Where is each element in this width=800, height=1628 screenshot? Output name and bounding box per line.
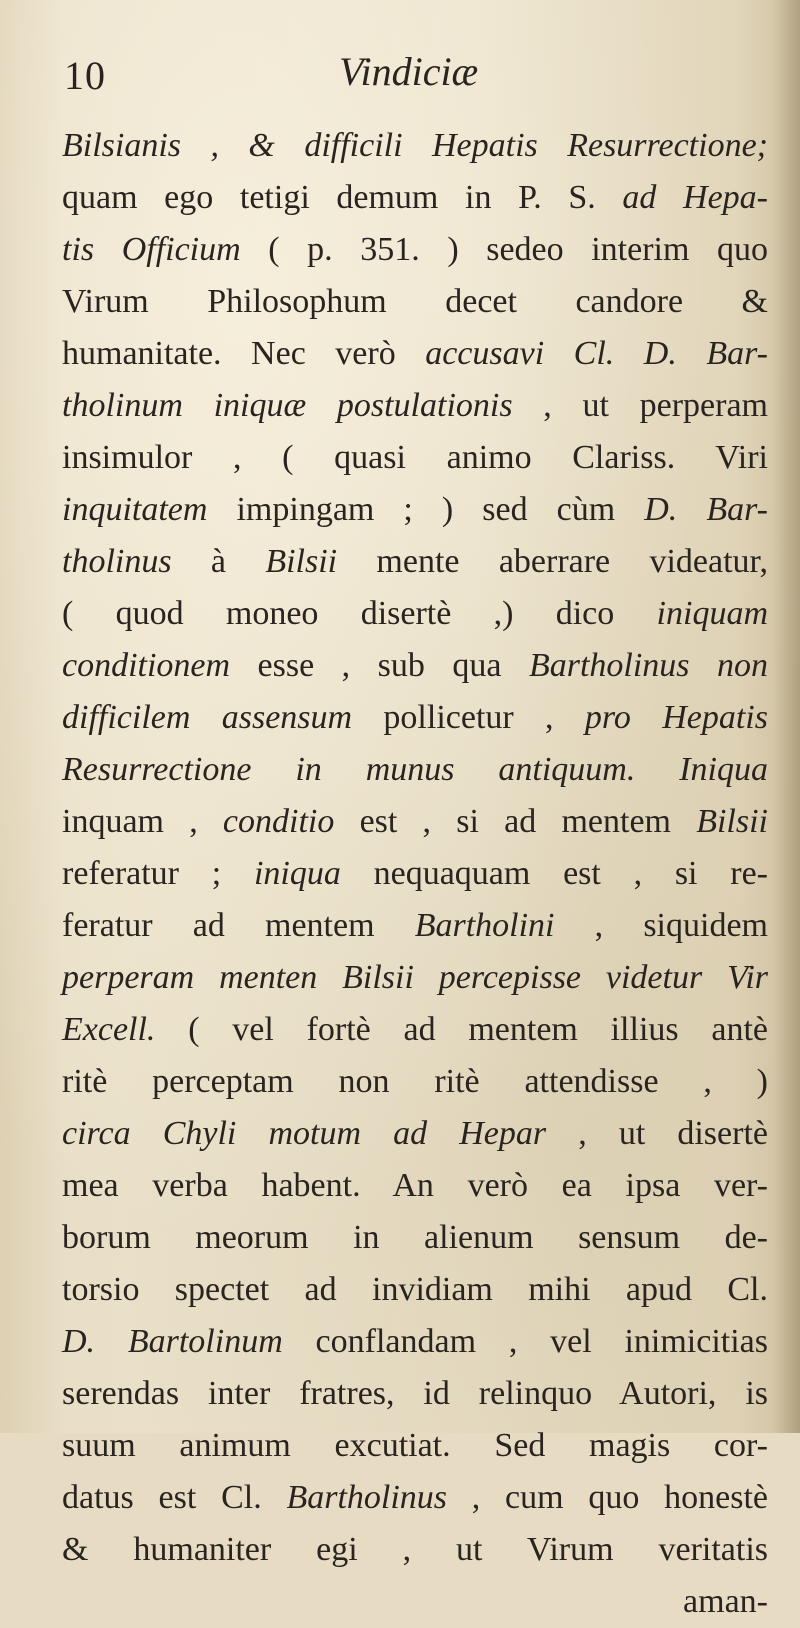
text-segment: Bartholinus non [528,647,769,684]
text-segment: Virum Philosophum decet candore & [62,283,768,320]
text-segment: iniquam [656,595,768,632]
text-line [62,796,768,848]
text-segment: pollicetur , [352,699,585,736]
text-segment: referatur ; [62,855,254,892]
text-line [62,1264,768,1316]
text-segment: mente aberrare videatur, [337,543,768,580]
text-segment: & humaniter egi , ut Virum veritatis [62,1531,768,1568]
text-line [62,276,768,328]
text-line [62,952,768,1004]
text-segment: serendas inter fratres, id relinquo Autori, is [62,1375,768,1412]
text-line [62,328,768,380]
page-header [64,46,704,106]
text-segment: difficilem assensum [62,699,353,736]
text-segment: mea verba habent. An verò ea ipsa ver- [62,1167,768,1204]
text-segment: Bilsianis , & difficili Hepatis Resurrectione; [62,127,768,164]
text-segment: Bilsii [696,803,769,840]
text-segment: D. Bartolinum [62,1323,283,1360]
text-line [62,1472,768,1524]
text-line [62,380,768,432]
text-line [62,224,768,276]
text-segment: , cum quo honestè [447,1479,768,1516]
text-line [62,1004,768,1056]
text-segment: circa Chyli motum ad Hepar [62,1115,547,1152]
text-line [62,1160,768,1212]
text-segment: tholinus [62,543,172,580]
text-segment: est , si ad mentem [334,803,697,840]
text-segment: iniqua [253,855,341,892]
text-segment: perperam menten Bilsii percepisse videtur Vir [62,959,768,996]
page-number: 10 [64,53,106,98]
text-segment: ( p. 351. ) sedeo interim quo [240,231,768,268]
text-segment: accusavi Cl. D. Bar- [425,335,768,372]
text-line [62,432,768,484]
text-segment: nequaquam est , si re- [340,855,768,892]
text-segment: esse , sub qua [230,647,529,684]
text-segment: inquam , [62,803,223,840]
text-segment: humanitate. Nec verò [62,335,426,372]
text-line [62,640,768,692]
text-line [62,900,768,952]
text-segment: , siquidem [554,907,768,944]
text-segment: borum meorum in alienum sensum de- [62,1219,768,1256]
text-segment: inquitatem [62,491,208,528]
text-segment: ( quod moneo disertè ,) dico [62,595,657,632]
text-line [62,1316,768,1368]
text-line [62,1212,768,1264]
text-segment: insimulor , ( quasi animo Clariss. Viri [62,439,768,476]
text-segment: ad Hepa- [622,179,769,216]
text-segment: quam ego tetigi demum in P. S. [62,179,623,216]
text-segment: Resurrectione in munus antiquum. Iniqua [62,751,768,788]
text-line [62,1524,768,1576]
text-line [62,172,768,224]
text-segment: torsio spectet ad invidiam mihi apud Cl. [62,1271,768,1308]
text-segment: datus est Cl. [62,1479,287,1516]
text-segment: pro Hepatis [584,699,768,736]
text-line [62,744,768,796]
running-title: Vindiciæ [339,49,479,94]
text-segment: ritè perceptam non ritè attendisse , ) [62,1063,768,1100]
text-line [62,692,768,744]
text-segment: conflandam , vel inimicitias [282,1323,768,1360]
text-segment: ( vel fortè ad mentem illius antè [155,1011,768,1048]
text-line [62,484,768,536]
text-segment: Bartholinus [286,1479,448,1516]
text-segment: à [171,543,266,580]
text-line [62,1420,768,1472]
text-line [62,120,768,172]
text-segment: aman- [683,1583,768,1620]
text-segment: , ut disertè [546,1115,768,1152]
text-segment: D. Bar- [644,491,768,528]
text-segment: tholinum iniquæ postulationis [62,387,513,424]
text-segment: feratur ad mentem [62,907,415,944]
text-segment: conditionem [62,647,231,684]
text-segment: Excell. [62,1011,156,1048]
text-line [62,1368,768,1420]
text-segment: , ut perperam [512,387,768,424]
text-segment: Bartholini [414,907,555,944]
text-segment: suum animum excutiat. Sed magis cor- [62,1427,768,1464]
body-text [62,120,768,1628]
text-line [62,1108,768,1160]
text-segment: Bilsii [265,543,338,580]
text-line [62,1056,768,1108]
text-line [62,1576,768,1628]
text-line [62,848,768,900]
text-segment: impingam ; ) sed cùm [207,491,645,528]
text-segment: tis Officium [62,231,241,268]
page-edge-shadow [772,0,800,1433]
text-line [62,536,768,588]
text-segment: conditio [222,803,335,840]
text-line [62,588,768,640]
